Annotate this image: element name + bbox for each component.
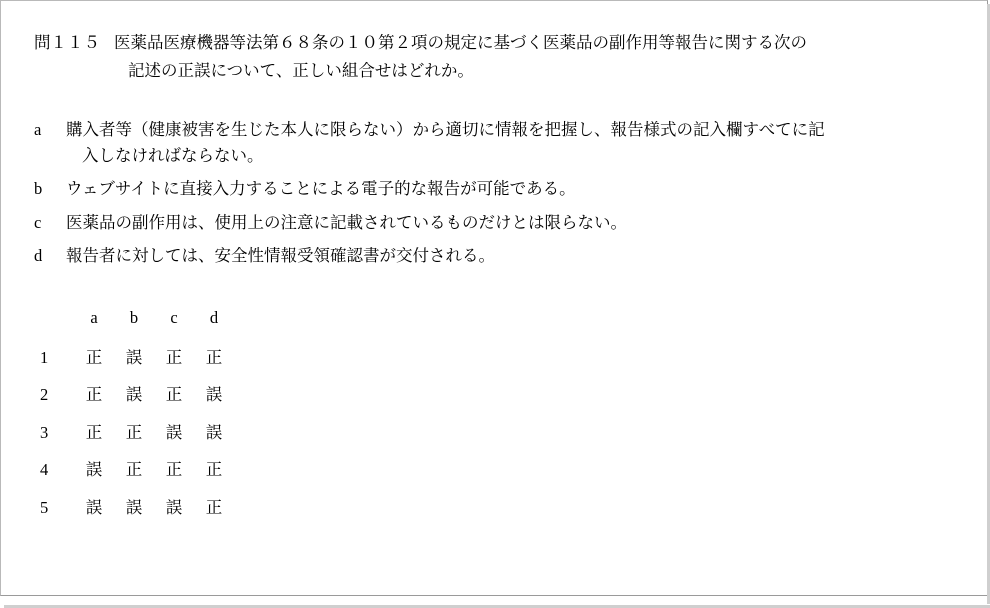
question-heading (34, 30, 956, 56)
cell-4-b: 正 (125, 460, 143, 480)
list-item (34, 243, 956, 269)
statement-text-a-main: 購入者等（健康被害を生じた本人に限らない）から適切に情報を把握し、報告様式の記入欄すべてに記 (66, 120, 825, 140)
statement-label-a: a (34, 120, 42, 140)
cell-5-c: 誤 (165, 497, 183, 517)
list-item (34, 117, 956, 168)
cell-1-d: 正 (205, 347, 223, 367)
statement-label-d: d (34, 246, 43, 266)
statement-text-b: ウェブサイトに直接入力することによる電子的な報告が可能である。 (66, 179, 576, 199)
table-header-row (34, 299, 234, 339)
row-number-4: 4 (40, 460, 49, 480)
table-row (34, 376, 234, 414)
table-corner-cell (34, 299, 74, 339)
answer-combination-table (34, 299, 234, 526)
statement-label-b: b (34, 179, 43, 199)
statement-label-c: c (34, 212, 42, 232)
row-number-2: 2 (40, 385, 49, 405)
spacer (34, 83, 956, 117)
cell-3-c: 誤 (165, 422, 183, 442)
cell-2-b: 誤 (125, 385, 143, 405)
cell-2-a: 正 (85, 385, 103, 405)
cell-1-a: 正 (85, 347, 103, 367)
cell-4-c: 正 (165, 460, 183, 480)
cell-3-d: 誤 (205, 422, 223, 442)
row-number-5: 5 (40, 497, 49, 517)
row-number-3: 3 (40, 422, 49, 442)
question-text-line-2: 記述の正誤について、正しい組合せはどれか。 (128, 60, 474, 80)
table-row (34, 451, 234, 489)
column-header-b: b (129, 307, 139, 327)
cell-2-d: 誤 (205, 385, 223, 405)
statement-text-a (66, 117, 956, 168)
statement-list (34, 117, 956, 269)
statement-text-a-cont: 入しなければならない。 (82, 145, 264, 165)
statement-text-d: 報告者に対しては、安全性情報受領確認書が交付される。 (66, 246, 495, 266)
cell-4-d: 正 (205, 460, 223, 480)
list-item (34, 210, 956, 236)
table-row (34, 489, 234, 527)
cell-1-c: 正 (165, 347, 183, 367)
table-row (34, 414, 234, 452)
cell-5-b: 誤 (125, 497, 143, 517)
cell-2-c: 正 (165, 385, 183, 405)
row-number-1: 1 (40, 347, 49, 367)
table-row (34, 339, 234, 377)
cell-3-b: 正 (125, 422, 143, 442)
question-number: 問１１５ (34, 33, 100, 52)
column-header-d: d (209, 307, 219, 327)
list-item (34, 176, 956, 202)
statement-text-c: 医薬品の副作用は、使用上の注意に記載されているものだけとは限らない。 (66, 212, 627, 232)
cell-3-a: 正 (85, 422, 103, 442)
question-text-line-1: 医薬品医療機器等法第６８条の１０第２項の規定に基づく医薬品の副作用等報告に関する次の (114, 33, 807, 52)
column-header-c: c (170, 307, 178, 327)
cell-5-d: 正 (205, 497, 223, 517)
cell-1-b: 誤 (125, 347, 143, 367)
cell-5-a: 誤 (85, 497, 103, 517)
cell-4-a: 誤 (85, 460, 103, 480)
column-header-a: a (90, 307, 98, 327)
